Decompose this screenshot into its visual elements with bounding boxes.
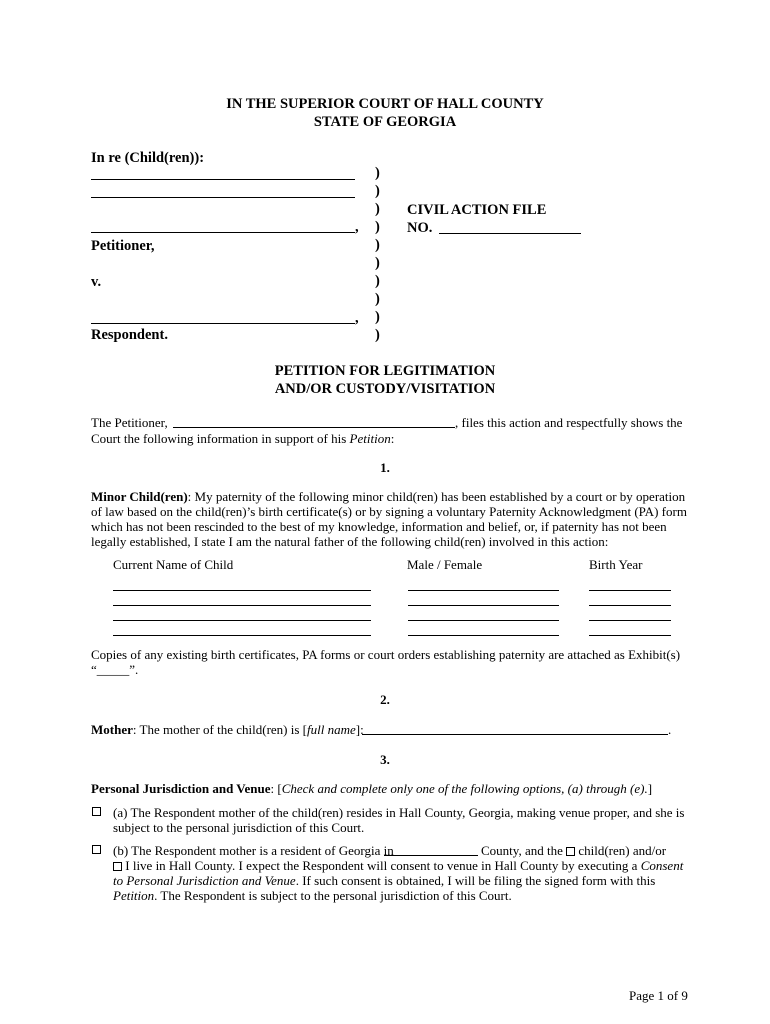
option-b-line-4: Petition. The Respondent is subject to the personal jurisdiction of this Court.	[113, 888, 512, 903]
child-sex-field[interactable]	[408, 635, 559, 636]
court-heading: IN THE SUPERIOR COURT OF HALL COUNTY	[226, 96, 544, 112]
petitioner-intro-prefix: The Petitioner,	[91, 415, 168, 430]
paren: )	[375, 273, 380, 289]
paren: )	[375, 255, 380, 271]
paren: )	[375, 309, 380, 325]
petition-title-line2: AND/OR CUSTODY/VISITATION	[274, 381, 496, 397]
option-b-line-3: to Personal Jurisdiction and Venue. If such consent is obtained, I will be filing the signed form with this	[113, 873, 656, 888]
paren: )	[375, 219, 380, 235]
versus-label: v.	[91, 274, 102, 290]
child-birth-year-field[interactable]	[589, 605, 671, 606]
paren: )	[375, 183, 380, 199]
column-header-birth-year: Birth Year	[589, 557, 643, 572]
child-name-line-2[interactable]	[91, 197, 355, 198]
child-name-field[interactable]	[113, 590, 371, 591]
child-name-field[interactable]	[113, 635, 371, 636]
child-birth-year-field[interactable]	[589, 635, 671, 636]
i-live-hall-checkbox[interactable]	[113, 862, 122, 871]
jurisdiction-heading-line: Personal Jurisdiction and Venue: [Check and complete only one of the following options, (a) through (e).]	[91, 781, 653, 796]
county-field[interactable]	[384, 855, 478, 856]
child-sex-field[interactable]	[408, 605, 559, 606]
child-name-field[interactable]	[113, 620, 371, 621]
option-b-line-2: I live in Hall County. I expect the Respondent will consent to venue in Hall County by executing a Consent	[113, 858, 683, 874]
option-b-line-1-cont: County, and the child(ren) and/or	[481, 843, 667, 858]
option-a-line-1: (a) The Respondent mother of the child(ren) resides in Hall County, Georgia, making venue proper, and she is	[113, 805, 685, 820]
mother-name-field[interactable]	[362, 734, 668, 735]
intro-line-2: Court the following information in support of his Petition:	[91, 431, 395, 446]
option-a-checkbox[interactable]	[92, 807, 101, 816]
column-header-sex: Male / Female	[407, 557, 483, 572]
state-heading: STATE OF GEORGIA	[313, 114, 457, 130]
paren: )	[375, 201, 380, 217]
paren: )	[375, 237, 380, 253]
respondent-label: Respondent.	[91, 327, 168, 343]
child-lives-hall-checkbox[interactable]	[566, 847, 575, 856]
petitioner-name-line[interactable]	[173, 427, 455, 428]
section-1-para-line-4: legally established, I state I am the natural father of the following child(ren) involved in this action:	[91, 534, 609, 549]
paren: )	[375, 327, 380, 343]
section-3-number: 3.	[380, 752, 390, 767]
file-number-line[interactable]	[439, 233, 581, 234]
column-header-name: Current Name of Child	[113, 557, 234, 572]
petition-title-line1: PETITION FOR LEGITIMATION	[274, 363, 496, 379]
option-b-checkbox[interactable]	[92, 845, 101, 854]
option-a-line-2: subject to the personal jurisdiction of this Court.	[113, 820, 365, 835]
child-sex-field[interactable]	[408, 590, 559, 591]
section-2-number: 2.	[380, 692, 390, 707]
section-1-para-line-1: Minor Child(ren): My paternity of the following minor child(ren) has been established by a court or by operation	[91, 489, 686, 504]
exhibit-line-2: “_____”.	[91, 662, 139, 677]
child-name-field[interactable]	[113, 605, 371, 606]
child-name-line-1[interactable]	[91, 179, 355, 180]
child-birth-year-field[interactable]	[589, 620, 671, 621]
option-b-line-1: (b) The Respondent mother is a resident of Georgia in	[113, 843, 394, 858]
section-1-para-line-3: which has not been rescinded to the best of my knowledge, information and belief, or, if paternity has not been	[91, 519, 667, 534]
in-re-label: In re (Child(ren)):	[91, 150, 205, 166]
child-sex-field[interactable]	[408, 620, 559, 621]
section-1-para-line-2: of law based on the child(ren)’s birth certificate(s) or by signing a voluntary Paternity Acknowledgment (PA) form	[91, 504, 687, 519]
file-number-label: NO.	[407, 220, 433, 236]
petitioner-intro-suffix: , files this action and respectfully shows the	[455, 415, 683, 430]
section-1-number: 1.	[380, 460, 390, 475]
paren: )	[375, 291, 380, 307]
page-number: Page 1 of 9	[629, 988, 688, 1003]
child-name-line-3[interactable]	[91, 232, 355, 233]
comma-1: ,	[355, 219, 359, 235]
mother-line-period: .	[668, 722, 672, 737]
child-birth-year-field[interactable]	[589, 590, 671, 591]
mother-line: Mother: The mother of the child(ren) is [full name]:	[91, 722, 364, 737]
petitioner-label: Petitioner,	[91, 238, 155, 254]
paren: )	[375, 165, 380, 181]
respondent-name-line[interactable]	[91, 323, 355, 324]
comma-2: ,	[355, 310, 359, 326]
exhibit-line-1: Copies of any existing birth certificates, PA forms or court orders establishing paternity are attached as Exhibit(s)	[91, 647, 681, 662]
civil-action-label: CIVIL ACTION FILE	[407, 202, 547, 218]
